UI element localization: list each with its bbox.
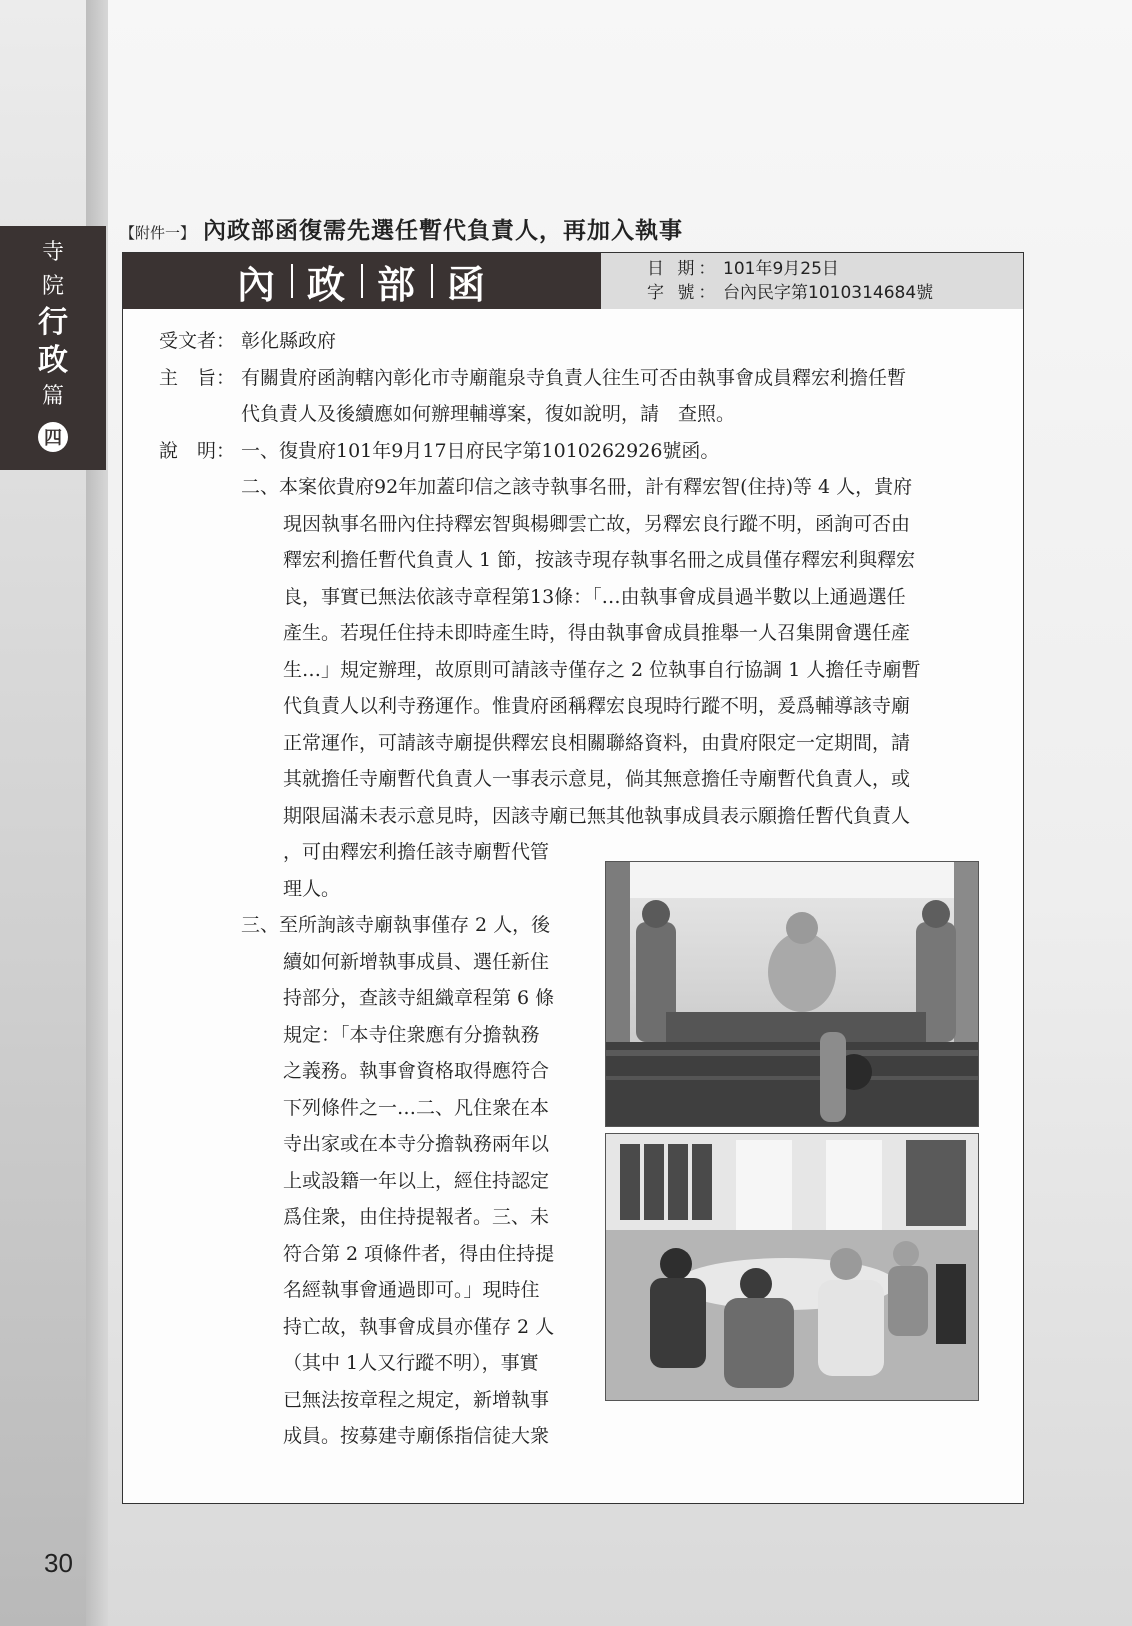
- explain-item-2-line: 產生。若現任住持未即時產生時，得由執事會成員推舉一人召集開會選任產: [283, 622, 911, 644]
- side-tab-char: 政: [38, 343, 68, 378]
- date-row: [647, 257, 1023, 281]
- explain-item-3-line: 名經執事會通過即可。」現時住: [283, 1279, 540, 1301]
- explain-item-3-line: 爲住衆，由住持提報者。三、未: [283, 1206, 550, 1228]
- official-letter: [122, 252, 1024, 1504]
- chapter-side-tab: [0, 226, 106, 470]
- explain-item-2-line: 釋宏利擔任暫代負責人 1 節，按該寺現存執事名冊之成員僅存釋宏利與釋宏: [283, 549, 916, 571]
- explain-item-3-line: 持部分，查該寺組織章程第 6 條: [283, 987, 555, 1009]
- banner-char: 部: [377, 261, 418, 307]
- explain-row: [159, 433, 987, 470]
- meeting-image: [606, 1134, 978, 1400]
- explain-item-2-line: 期限屆滿未表示意見時，因該寺廟已無其他執事成員表示願擔任暫代負責人: [283, 804, 911, 827]
- side-tab-char: 院: [41, 274, 64, 299]
- attachment-heading: [120, 212, 1020, 245]
- explain-item-3-first: 三、至所詢該寺廟執事僅存 2 人，後: [241, 914, 551, 936]
- number-value: 台內民字第1010314684號: [723, 283, 934, 303]
- explain-item-3-line: 已無法按章程之規定，新增執事: [283, 1388, 550, 1411]
- explain-item-2-line: 其就擔任寺廟暫代負責人一事表示意見，倘其無意擔任寺廟暫代負責人，或: [283, 768, 911, 790]
- banner-char: 內: [236, 261, 277, 307]
- explain-item-2-line: 代負責人以利寺務運作。惟貴府函稱釋宏良現時行蹤不明，爰爲輔導該寺廟: [283, 695, 911, 717]
- explain-item-3-line: 持亡故，執事會成員亦僅存 2 人: [283, 1315, 555, 1338]
- explain-item-3-line: 符合第 2 項條件者，得由住持提: [283, 1242, 555, 1265]
- explain-item-2-first: 二、本案依貴府92年加蓋印信之該寺執事名冊，計有釋宏智(住持)等 4 人，貴府: [241, 476, 913, 498]
- letter-meta: [601, 253, 1023, 309]
- side-tab-char: 篇: [41, 384, 64, 409]
- temple-altar-photo: [605, 861, 979, 1127]
- recipient-row: [159, 323, 987, 360]
- explain-label: 說 明：: [159, 439, 236, 462]
- page-number: 30: [44, 1548, 73, 1578]
- banner-char: 函: [447, 261, 488, 307]
- explain-item-2-line: 生…」規定辦理，故原則可請該寺僅存之 2 位執事自行協調 1 人擔任寺廟暫: [283, 658, 921, 681]
- explain-item-2-line: 理人。: [283, 877, 341, 900]
- chapter-number-badge: 四: [38, 422, 68, 452]
- explain-item-3-line: 之義務。執事會資格取得應符合: [283, 1060, 550, 1082]
- subject-line: 有關貴府函詢轄內彰化市寺廟龍泉寺負責人往生可否由執事會成員釋宏利擔任暫: [241, 366, 907, 389]
- letter-banner: [123, 253, 601, 309]
- explain-item-3-line: 下列條件之一…二、凡住衆在本: [283, 1096, 550, 1119]
- recipient-value: 彰化縣政府: [241, 330, 337, 352]
- explain-item-2-line: 良，事實已無法依該寺章程第13條：「…由執事會成員過半數以上通過選任: [283, 585, 906, 608]
- attachment-tag: 【附件一】: [120, 224, 196, 242]
- explain-item-3-line: 續如何新增執事成員、選任新住: [283, 950, 550, 973]
- subject-label: 主 旨：: [159, 366, 236, 389]
- explain-item-3-line: （其中 1人又行蹤不明），事實: [283, 1352, 539, 1374]
- number-label: 字 號：: [647, 283, 720, 303]
- explain-item-2-line: 現因執事名冊內住持釋宏智與楊卿雲亡故，另釋宏良行蹤不明，函詢可否由: [283, 512, 911, 535]
- subject-row: [159, 360, 987, 397]
- explain-item-3-line: 寺出家或在本寺分擔執務兩年以: [283, 1133, 550, 1155]
- temple-altar-image: [606, 862, 978, 1126]
- side-tab-char: 行: [38, 305, 68, 340]
- subject-line: 代負責人及後續應如何辦理輔導案，復如說明，請 查照。: [241, 403, 736, 425]
- explain-item-3-line: 規定：「本寺住衆應有分擔執務: [283, 1023, 540, 1046]
- side-tab-char: 寺: [41, 240, 64, 265]
- date-label: 日 期：: [647, 259, 720, 279]
- explain-item-3-line: 上或設籍一年以上，經住持認定: [283, 1169, 550, 1192]
- explain-item-3-line: 成員。按募建寺廟係指信徒大衆: [283, 1425, 550, 1447]
- banner-char: 政: [306, 261, 347, 307]
- date-value: 101年9月25日: [723, 259, 839, 279]
- attachment-title: 內政部函復需先選任暫代負責人，再加入執事: [203, 218, 684, 244]
- meeting-photo: [605, 1133, 979, 1401]
- recipient-label: 受文者：: [159, 330, 236, 352]
- explain-item-2-line: ，可由釋宏利擔任該寺廟暫代管: [283, 841, 550, 863]
- explain-item-1: 一、復貴府101年9月17日府民字第1010262926號函。: [241, 439, 720, 462]
- explain-item-2-line: 正常運作，可請該寺廟提供釋宏良相關聯絡資料，由貴府限定一定期間，請: [283, 731, 911, 754]
- number-row: [647, 281, 1023, 305]
